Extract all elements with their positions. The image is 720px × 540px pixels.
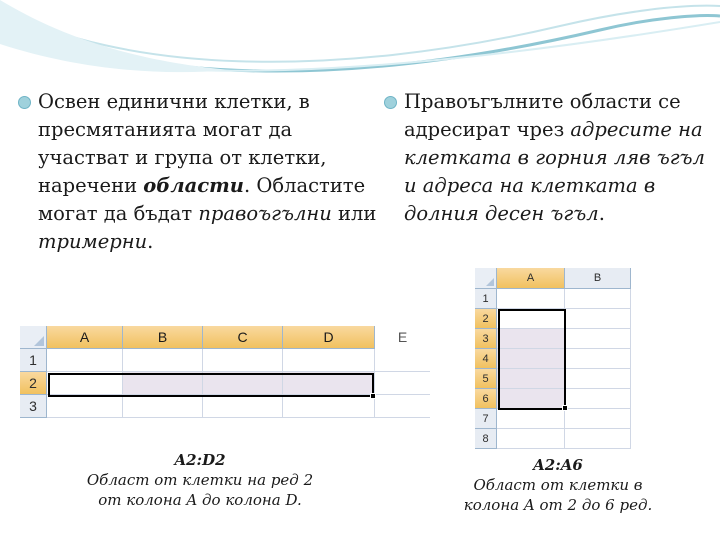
cell-b8[interactable] bbox=[565, 429, 631, 449]
selected-range-a2-a6 bbox=[498, 309, 566, 410]
row-header-4[interactable]: 4 bbox=[475, 349, 497, 369]
row-header-6[interactable]: 6 bbox=[475, 389, 497, 409]
column-range-spreadsheet bbox=[475, 268, 631, 448]
row-header-3[interactable]: 3 bbox=[475, 329, 497, 349]
row-header-8[interactable]: 8 bbox=[475, 429, 497, 449]
cell-e3[interactable] bbox=[375, 395, 430, 418]
cell-b5[interactable] bbox=[565, 369, 631, 389]
right-bullet-text bbox=[404, 88, 709, 228]
right-text-3: . bbox=[598, 202, 605, 225]
cell-c3[interactable] bbox=[203, 395, 283, 418]
left-text-5: или bbox=[331, 202, 377, 225]
caption-title: A2:D2 bbox=[174, 451, 226, 469]
right-text-1: Правоъгълните области се адресират чрез bbox=[404, 90, 681, 141]
left-text-areas: области bbox=[143, 174, 244, 197]
cell-d1[interactable] bbox=[283, 349, 375, 372]
cell-b3[interactable] bbox=[565, 329, 631, 349]
caption-line: от колона A до колона D. bbox=[98, 491, 302, 509]
header-decoration bbox=[0, 0, 720, 90]
caption-column-range bbox=[448, 455, 668, 515]
caption-line: Област от клетки на ред 2 bbox=[86, 471, 314, 489]
column-header-b[interactable]: B bbox=[123, 326, 203, 349]
right-text-2: адресите на клетката в горния ляв ъгъл и адреса на клетката в долния десен ъгъл bbox=[404, 118, 705, 225]
cell-b1[interactable] bbox=[565, 289, 631, 309]
caption-row-range bbox=[70, 450, 330, 510]
right-bullet-block bbox=[384, 88, 709, 228]
row-header-3[interactable]: 3 bbox=[20, 395, 47, 418]
cell-b7[interactable] bbox=[565, 409, 631, 429]
left-text-1: Освен единични клетки, в пресмятанията могат да участват и група от клетки, наречени bbox=[38, 90, 327, 197]
fill-handle[interactable] bbox=[370, 393, 376, 399]
select-all-corner[interactable] bbox=[20, 326, 47, 349]
row-header-1[interactable]: 1 bbox=[475, 289, 497, 309]
column-header-d[interactable]: D bbox=[283, 326, 375, 349]
cell-b4[interactable] bbox=[565, 349, 631, 369]
cell-e2[interactable] bbox=[375, 372, 430, 395]
circle-bullet-icon bbox=[384, 88, 404, 116]
select-all-corner[interactable] bbox=[475, 268, 497, 289]
row-header-2[interactable]: 2 bbox=[20, 372, 47, 395]
row-header-5[interactable]: 5 bbox=[475, 369, 497, 389]
column-header-a[interactable]: A bbox=[47, 326, 123, 349]
left-bullet-block bbox=[18, 88, 378, 256]
column-header-b[interactable]: B bbox=[565, 268, 631, 289]
cell-a1[interactable] bbox=[47, 349, 123, 372]
row-header-7[interactable]: 7 bbox=[475, 409, 497, 429]
cell-b2[interactable] bbox=[565, 309, 631, 329]
selected-range-a2-d2 bbox=[48, 373, 374, 397]
cell-d3[interactable] bbox=[283, 395, 375, 418]
column-header-a[interactable]: A bbox=[497, 268, 565, 289]
caption-line: колона A от 2 до 6 ред. bbox=[463, 496, 653, 514]
row-header-1[interactable]: 1 bbox=[20, 349, 47, 372]
cell-c1[interactable] bbox=[203, 349, 283, 372]
cell-a7[interactable] bbox=[497, 409, 565, 429]
left-text-3d: тримерни bbox=[38, 230, 148, 253]
fill-handle[interactable] bbox=[562, 405, 568, 411]
cell-a3[interactable] bbox=[47, 395, 123, 418]
cell-a1[interactable] bbox=[497, 289, 565, 309]
left-bullet-text bbox=[38, 88, 378, 256]
row-header-2[interactable]: 2 bbox=[475, 309, 497, 329]
caption-line: Област от клетки в bbox=[473, 476, 643, 494]
column-header-e[interactable]: E bbox=[375, 326, 430, 349]
circle-bullet-icon bbox=[18, 88, 38, 116]
caption-title: A2:A6 bbox=[533, 456, 583, 474]
cell-b1[interactable] bbox=[123, 349, 203, 372]
column-header-c[interactable]: C bbox=[203, 326, 283, 349]
left-text-3: . Областите могат да бъдат bbox=[38, 174, 366, 225]
cell-b3[interactable] bbox=[123, 395, 203, 418]
row-range-spreadsheet bbox=[20, 326, 430, 420]
left-text-rectangular: правоъгълни bbox=[198, 202, 332, 225]
cell-e1[interactable] bbox=[375, 349, 430, 372]
left-text-7: . bbox=[147, 230, 154, 253]
cell-b6[interactable] bbox=[565, 389, 631, 409]
cell-a8[interactable] bbox=[497, 429, 565, 449]
